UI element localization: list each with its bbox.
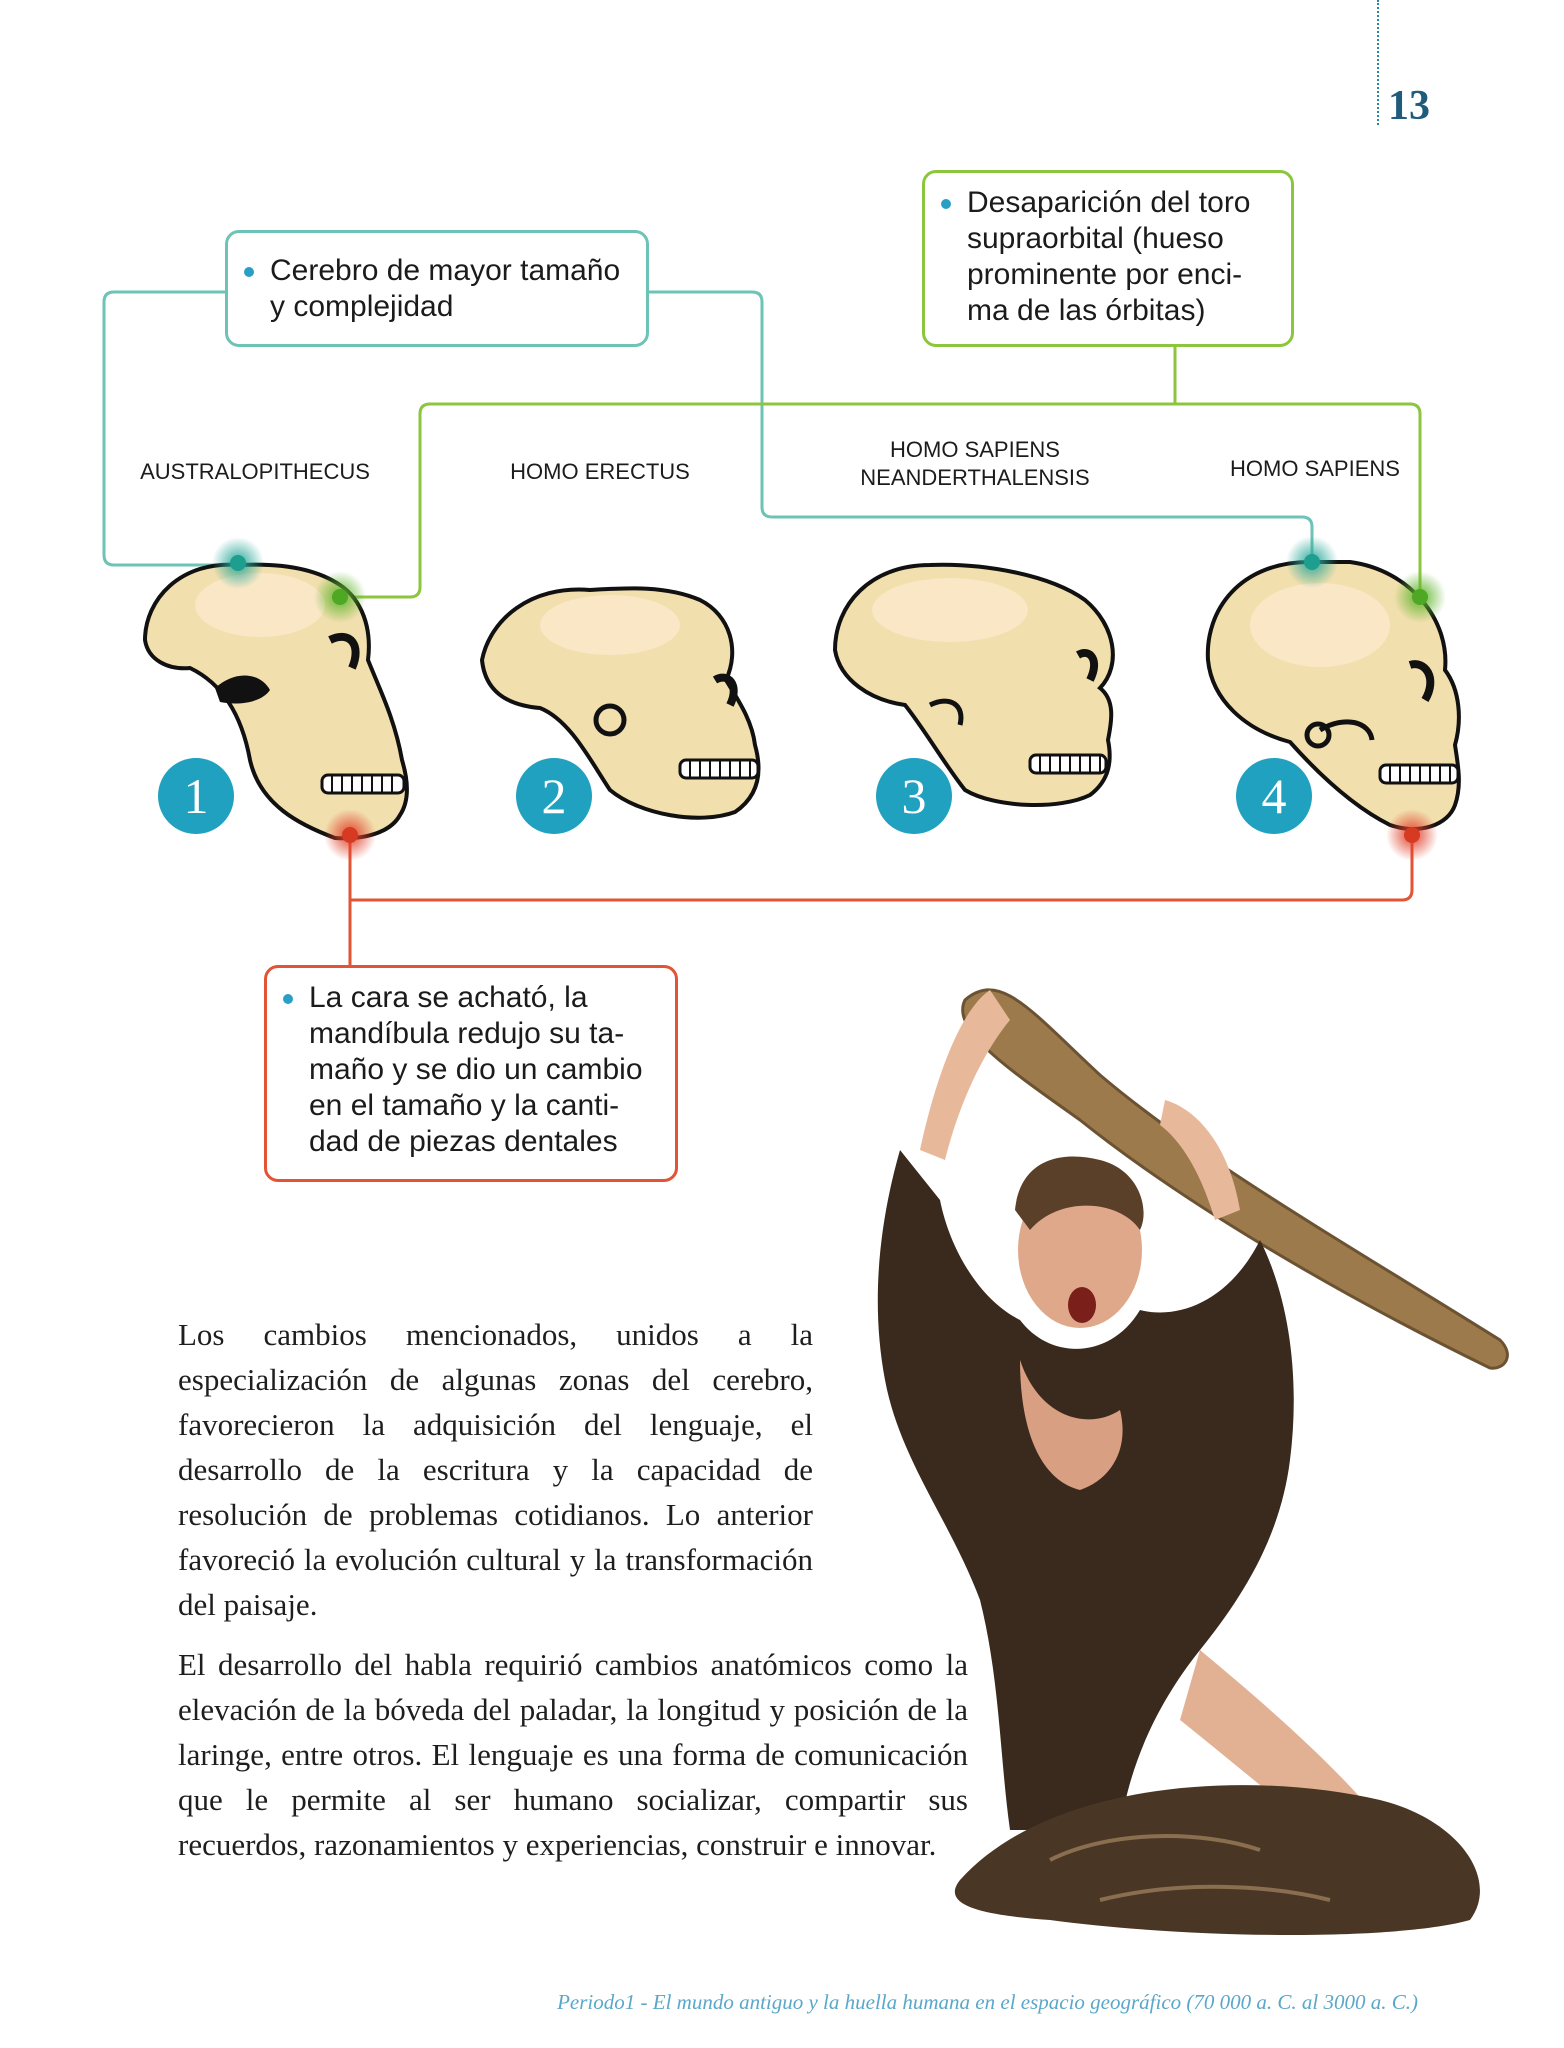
page-number: 13 <box>1388 83 1430 129</box>
number-badge-3: 3 <box>876 758 952 834</box>
species-label-4: HOMO SAPIENS <box>1230 456 1400 481</box>
callout-text: Cerebro de mayor tamaño y complejidad <box>270 254 621 323</box>
species-label-2: HOMO ERECTUS <box>510 459 690 484</box>
callout-text: La cara se acható, la mandíbula redujo su ta-maño y se dio un cambio en el tamaño y la canti-dad de piezas dentales <box>309 981 643 1158</box>
species-label-3: HOMO SAPIENS NEANDERTHALENSIS <box>860 437 1090 490</box>
number-badge-2: 2 <box>516 758 592 834</box>
number-badge-1: 1 <box>158 758 234 834</box>
body-paragraph-2: El desarrollo del habla requirió cambios anatómicos como la elevación de la bóveda del paladar, la longitud y posición de la laringe, entre otros. El lenguaje es una forma de comunicación que le permite al ser humano socializar, compartir sus recuerdos, razonamientos y experiencias, construir e innovar. <box>178 1647 968 1862</box>
page-footer: Periodo1 - El mundo antiguo y la huella humana en el espacio geográfico (70 000 a. C. al 3000 a. C.) <box>557 1990 1418 2014</box>
body-paragraph-1: Los cambios mencionados, unidos a la especialización de algunas zonas del cerebro, favorecieron la adquisición del lenguaje, el desarrollo de la escritura y la capacidad de resolución de problemas cotidianos. Lo anterior favoreció la evolución cultural y la transformación del paisaje. <box>178 1317 813 1622</box>
number-badge-4: 4 <box>1236 758 1312 834</box>
species-label-1: AUSTRALOPITHECUS <box>140 459 370 484</box>
callout-text: Desaparición del toro supraorbital (hueso prominente por enci-ma de las órbitas) <box>967 186 1251 327</box>
